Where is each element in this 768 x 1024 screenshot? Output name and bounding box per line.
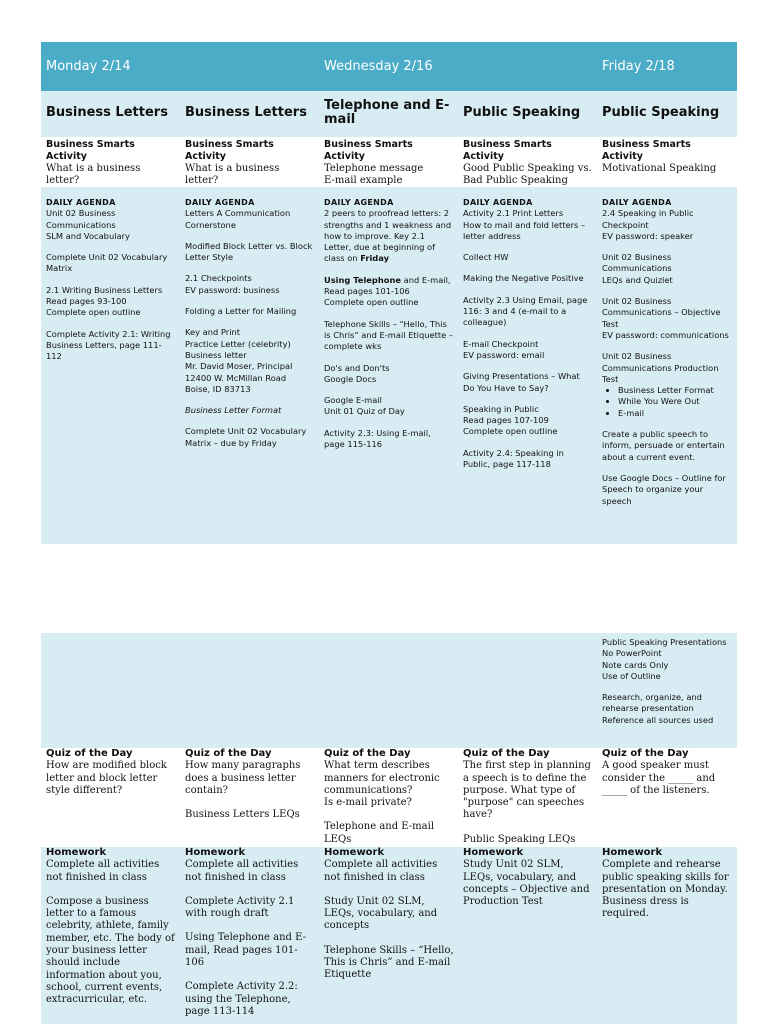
homework-item: Compose a business letter to a famous celebrity, athlete, family member, etc. The body of your business letter should include information about you, school, current events, extracurricular, etc. — [46, 895, 175, 1006]
smarts-cell — [319, 137, 458, 187]
homework-cell — [458, 847, 597, 1024]
quiz-cell — [458, 748, 597, 847]
quiz-label: Quiz of the Day — [185, 748, 272, 759]
planner-page-2 — [41, 633, 737, 1024]
agenda-label: DAILY AGENDA — [324, 198, 394, 207]
smarts-text: Telephone message E-mail example — [324, 163, 424, 186]
agenda-label: DAILY AGENDA — [46, 198, 116, 207]
agenda-item: Complete Unit 02 Vocabulary Matrix — [46, 252, 168, 274]
agenda-item: Unit 02 Business Communications – Objective Test EV password: communications — [602, 296, 729, 340]
quiz-cell — [180, 748, 319, 847]
agenda-item: Activity 2.3: Using E-mail, page 115-116 — [324, 427, 431, 450]
topic-cell: Business Letters — [185, 105, 307, 120]
day-header-monday: Monday 2/14 — [46, 59, 131, 74]
quiz-extra: Public Speaking LEQs — [463, 833, 576, 845]
agenda-item: Public Speaking Presentations No PowerPoint Note cards Only Use of Outline — [602, 637, 727, 681]
smarts-text: Good Public Speaking vs. Bad Public Speaking — [463, 163, 592, 186]
agenda-item: Research, organize, and rehearse presentation Reference all sources used — [602, 692, 714, 725]
agenda-text: and E-mail, Read pages 101-106 Complete open outline — [324, 274, 451, 308]
topic-cell: Business Letters — [46, 105, 168, 120]
homework-item: Complete all activities not finished in class — [324, 859, 438, 883]
smarts-cell — [597, 137, 737, 187]
smarts-label: Business Smarts Activity — [185, 139, 274, 162]
smarts-text: Motivational Speaking — [602, 163, 717, 174]
agenda-cell-thursday — [458, 187, 597, 544]
agenda-bullet-list — [602, 385, 733, 419]
quiz-label: Quiz of the Day — [46, 748, 133, 759]
quiz-extra: Telephone and E-mail LEQs — [324, 821, 435, 845]
quiz-label: Quiz of the Day — [463, 748, 550, 759]
homework-item: Complete all activities not finished in class — [46, 859, 160, 883]
agenda-item: Unit 02 Business Communications SLM and Vocabulary — [46, 208, 130, 241]
agenda-bullet: • Business Letter Format — [618, 385, 733, 396]
quiz-question: How are modified block letter and block letter style different? — [46, 760, 167, 796]
quiz-question: What term describes manners for electronic communications? Is e-mail private? — [324, 760, 440, 809]
quiz-question: How many paragraphs does a business letter contain? — [185, 760, 301, 796]
topic-row — [41, 91, 737, 137]
homework-cell — [597, 847, 737, 1024]
smarts-cell — [41, 137, 180, 187]
homework-cell — [180, 847, 319, 1024]
agenda-item: Complete Unit 02 Vocabulary Matrix – due by Friday — [185, 426, 307, 448]
topic-cell: Public Speaking — [463, 105, 581, 120]
planner-page-1 — [41, 42, 737, 544]
agenda-cont-cell-friday — [597, 633, 737, 748]
agenda-item: 2.4 Speaking in Public Checkpoint EV password: speaker — [602, 208, 694, 241]
day-header-wednesday: Wednesday 2/16 — [324, 59, 433, 74]
agenda-item: Use Google Docs – Outline for Speech to organize your speech — [602, 472, 726, 506]
agenda-item: Folding a Letter for Mailing — [185, 306, 297, 317]
agenda-cell-friday — [597, 187, 737, 544]
agenda-item: Making the Negative Positive — [463, 273, 584, 284]
homework-label: Homework — [185, 847, 246, 858]
agenda-label: DAILY AGENDA — [185, 198, 255, 207]
agenda-item: Do's and Don'ts Google Docs — [324, 362, 390, 384]
smarts-label: Business Smarts Activity — [46, 139, 135, 162]
agenda-item: 2.1 Writing Business Letters Read pages 93-100 Complete open outline — [46, 284, 163, 318]
homework-item: Complete Activity 2.1 with rough draft — [185, 895, 295, 920]
quiz-question: A good speaker must consider the _____ and _____ of the listeners. — [602, 760, 716, 796]
agenda-text: 2 peers to proofread letters: 2 strengths and 1 weakness and how to improve. Key 2.1 Letter, due at beginning of class on — [324, 208, 452, 264]
homework-label: Homework — [46, 847, 107, 858]
agenda-item: Unit 02 Business Communications LEQs and Quizlet — [602, 252, 673, 285]
quiz-label: Quiz of the Day — [324, 748, 411, 759]
agenda-item: Business Letter Format — [185, 405, 282, 416]
agenda-item — [324, 208, 454, 264]
agenda-item: Giving Presentations – What Do You Have to Say? — [463, 371, 580, 393]
topic-cell: Public Speaking — [602, 105, 720, 120]
agenda-item: 2.1 Checkpoints EV password: business — [185, 273, 280, 295]
smarts-label: Business Smarts Activity — [463, 139, 552, 162]
homework-item: Telephone Skills – “Hello, This is Chris” and E-mail Etiquette — [324, 944, 454, 981]
agenda-item: Collect HW — [463, 252, 509, 263]
agenda-cont-cell — [319, 633, 458, 748]
quiz-cell — [41, 748, 180, 847]
quiz-label: Quiz of the Day — [602, 748, 689, 759]
homework-item: Using Telephone and E-mail, Read pages 101-106 — [185, 932, 306, 969]
homework-item: Study Unit 02 SLM, LEQs, vocabulary, and concepts — [324, 895, 438, 932]
business-smarts-row — [41, 137, 737, 187]
agenda-item: Create a public speech to inform, persuade or entertain about a current event. — [602, 429, 725, 462]
homework-label: Homework — [602, 847, 663, 858]
agenda-item: Letters A Communication Cornerstone — [185, 208, 291, 230]
agenda-item: Key and Print Practice Letter (celebrity) Business letter Mr. David Moser, Principal 12400 W. McMillan Road Boise, ID 83713 — [185, 327, 293, 394]
agenda-item: Activity 2.4: Speaking in Public, page 117-118 — [463, 447, 564, 470]
homework-cell — [41, 847, 180, 1024]
quiz-cell — [597, 748, 737, 847]
agenda-item: E-mail Checkpoint EV password: email — [463, 338, 545, 360]
agenda-cont-cell — [180, 633, 319, 748]
topic-cell: Telephone and E-mail — [324, 98, 450, 127]
agenda-cont-cell — [458, 633, 597, 748]
day-header-row — [41, 42, 737, 91]
daily-agenda-row — [41, 187, 737, 544]
agenda-bold-text: Using Telephone — [324, 274, 401, 285]
quiz-cell — [319, 748, 458, 847]
agenda-continued-row — [41, 633, 737, 748]
agenda-item — [324, 275, 454, 309]
agenda-item: Google E-mail Unit 01 Quiz of Day — [324, 395, 405, 417]
smarts-text: What is a business letter? — [185, 163, 280, 186]
homework-item: Complete Activity 2.2: using the Telephone, page 113-114 — [185, 981, 298, 1017]
agenda-item: Telephone Skills – “Hello, This is Chris” and E-mail Etiquette – complete wks — [324, 318, 454, 352]
homework-label: Homework — [324, 847, 385, 858]
agenda-bullet: • E-mail — [618, 408, 733, 419]
agenda-cell-monday — [41, 187, 180, 544]
agenda-cell-tuesday — [180, 187, 319, 544]
smarts-label: Business Smarts Activity — [602, 139, 691, 162]
smarts-label: Business Smarts Activity — [324, 139, 413, 162]
quiz-extra: Business Letters LEQs — [185, 809, 300, 821]
agenda-item: Activity 2.3 Using Email, page 116: 3 and 4 (e-mail to a colleague) — [463, 294, 588, 328]
agenda-bold-text: Friday — [360, 253, 389, 264]
homework-item: Complete all activities not finished in class — [185, 859, 299, 883]
day-header-blank-2 — [458, 42, 597, 91]
smarts-cell — [180, 137, 319, 187]
smarts-text: What is a business letter? — [46, 163, 141, 186]
day-header-friday: Friday 2/18 — [602, 59, 675, 74]
smarts-cell — [458, 137, 597, 187]
agenda-bullet: • While You Were Out — [618, 396, 733, 407]
quiz-of-the-day-row — [41, 748, 737, 847]
agenda-label: DAILY AGENDA — [602, 198, 672, 207]
homework-cell — [319, 847, 458, 1024]
agenda-cont-cell — [41, 633, 180, 748]
quiz-question: The first step in planning a speech is to define the purpose. What type of "purpose" can speeches have? — [463, 760, 591, 821]
agenda-item: Activity 2.1 Print Letters How to mail and fold letters – letter address — [463, 208, 586, 241]
homework-item: Complete and rehearse public speaking skills for presentation on Monday. Business dress is required. — [602, 859, 729, 920]
agenda-cell-wednesday — [319, 187, 458, 544]
agenda-label: DAILY AGENDA — [463, 198, 533, 207]
agenda-item: Unit 02 Business Communications Production Test — [602, 351, 719, 384]
homework-row — [41, 847, 737, 1024]
agenda-item: Speaking in Public Read pages 107-109 Complete open outline — [463, 403, 558, 437]
agenda-item: Complete Activity 2.1: Writing Business Letters, page 111-112 — [46, 328, 171, 362]
agenda-item: Modified Block Letter vs. Block Letter Style — [185, 240, 313, 263]
homework-item: Study Unit 02 SLM, LEQs, vocabulary, and concepts – Objective and Production Test — [463, 859, 590, 908]
homework-label: Homework — [463, 847, 524, 858]
day-header-blank-1 — [180, 42, 319, 91]
